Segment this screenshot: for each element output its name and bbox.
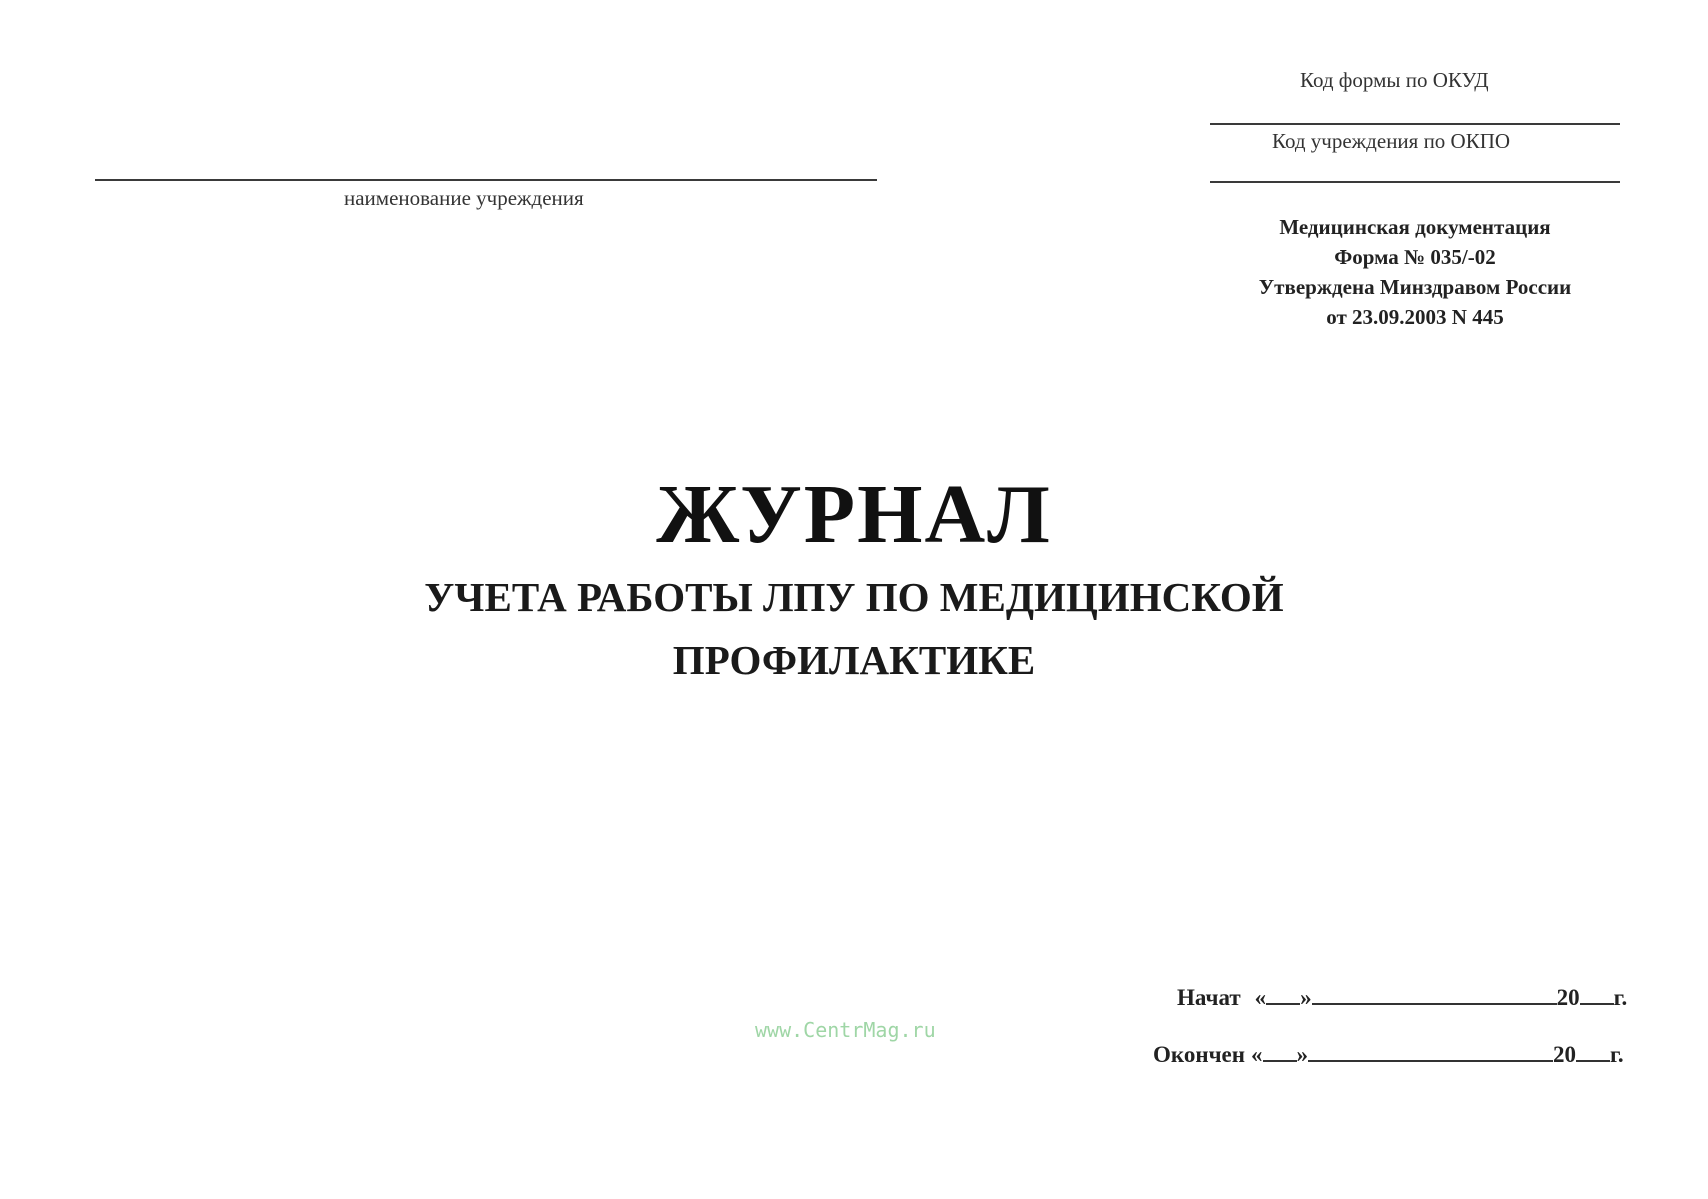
institution-name-caption: наименование учреждения xyxy=(344,186,584,210)
started-month-field[interactable] xyxy=(1312,985,1557,1005)
okpo-code-field[interactable] xyxy=(1210,181,1620,183)
page-subtitle-line-2: ПРОФИЛАКТИКЕ xyxy=(672,637,1036,683)
close-quote: » xyxy=(1296,1042,1309,1067)
med-note-line: Медицинская документация xyxy=(1279,215,1551,239)
close-quote: » xyxy=(1300,985,1312,1010)
finished-day-field[interactable] xyxy=(1263,1042,1297,1062)
med-note-form-number: Форма № 035/-02 xyxy=(1334,245,1496,269)
year-prefix: 20 xyxy=(1553,1042,1577,1067)
year-suffix: г. xyxy=(1610,1042,1624,1067)
finished-month-field[interactable] xyxy=(1308,1042,1553,1062)
page-title: ЖУРНАЛ xyxy=(656,468,1052,561)
finished-label: Окончен xyxy=(1153,1042,1246,1067)
finished-year-field[interactable] xyxy=(1576,1042,1610,1062)
open-quote: « xyxy=(1251,1042,1263,1067)
started-date-row xyxy=(1177,985,1627,1011)
started-day-field[interactable] xyxy=(1266,985,1300,1005)
finished-date-row xyxy=(1153,1042,1624,1068)
med-note-line: Утверждена Минздравом России xyxy=(1258,275,1572,299)
watermark-text: www.CentrMag.ru xyxy=(755,1018,936,1042)
started-year-field[interactable] xyxy=(1580,985,1614,1005)
page-subtitle-line-1: УЧЕТА РАБОТЫ ЛПУ ПО МЕДИЦИНСКОЙ xyxy=(424,574,1284,620)
year-suffix: г. xyxy=(1613,985,1628,1010)
okpo-code-label: Код учреждения по ОКПО xyxy=(1272,129,1511,153)
medical-documentation-note xyxy=(1210,212,1620,332)
open-quote: « xyxy=(1254,985,1267,1010)
year-prefix: 20 xyxy=(1556,985,1580,1010)
okud-code-field[interactable] xyxy=(1210,123,1620,125)
okud-code-label: Код формы по ОКУД xyxy=(1300,68,1489,92)
started-label: Начат xyxy=(1177,985,1241,1010)
institution-name-field[interactable] xyxy=(95,179,877,181)
med-note-date: от 23.09.2003 N 445 xyxy=(1326,305,1504,329)
